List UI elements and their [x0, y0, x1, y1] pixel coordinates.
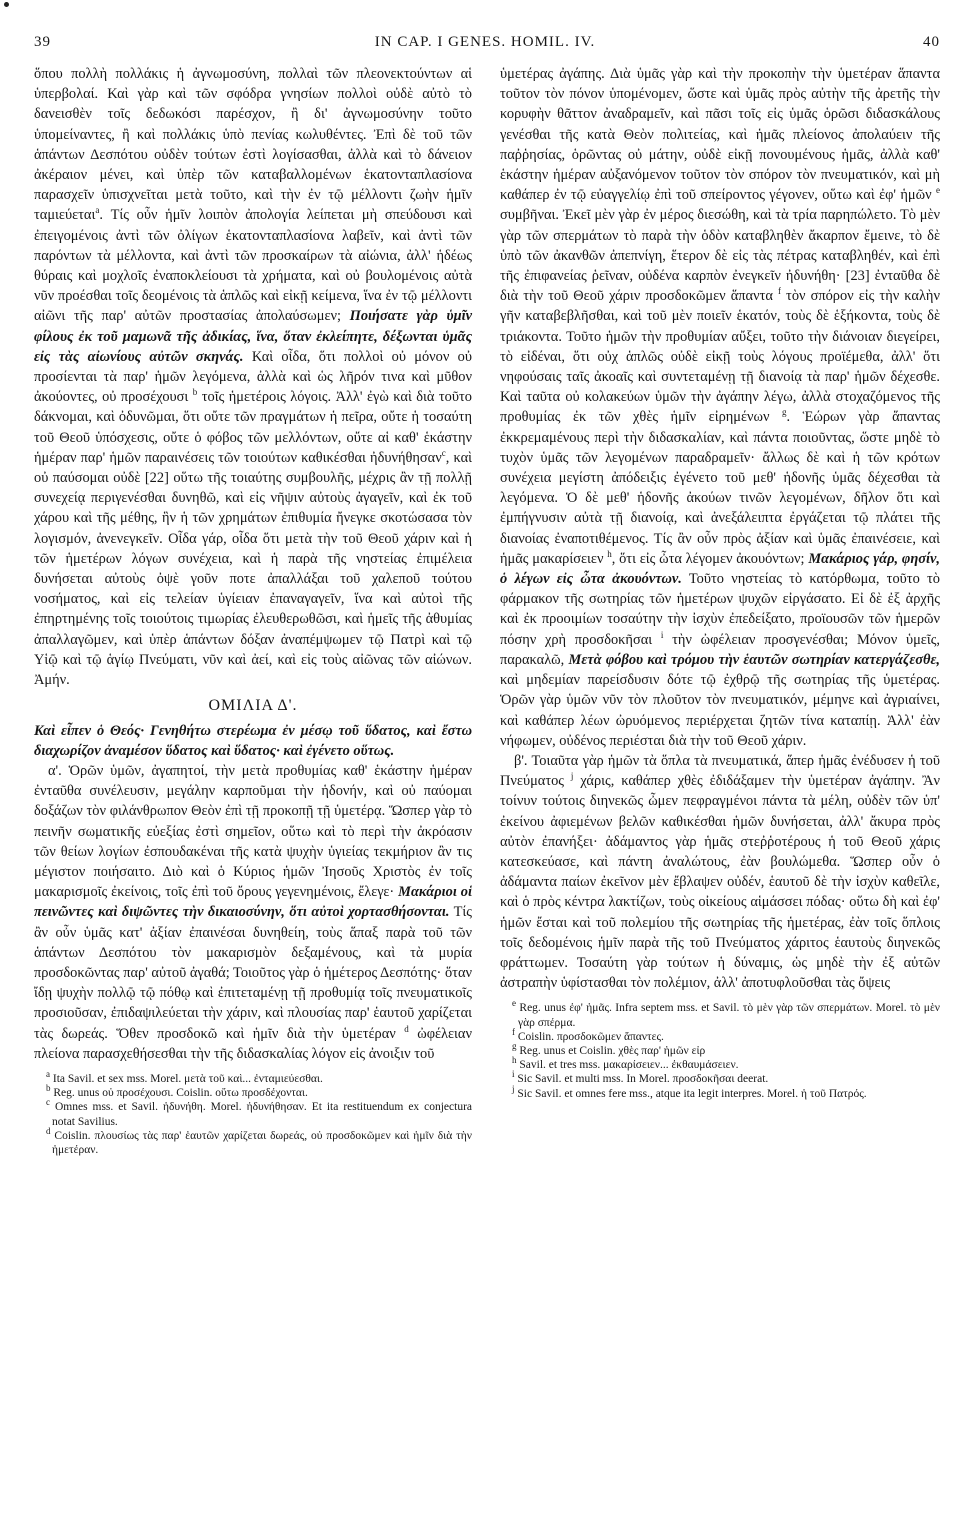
- scripture-quote: Μετὰ φόβου καὶ τρόμου τὴν ἑαυτῶν σωτηρίαν κατεργάζεσθε,: [568, 651, 940, 668]
- left-footnotes: [34, 1069, 473, 1157]
- right-footnotes: [500, 998, 940, 1100]
- homily-verse: Καὶ εἶπεν ὁ Θεός· Γενηθήτω στερέωμα ἐν μέσῳ τοῦ ὕδατος, καὶ ἔστω διαχωρίζον ἀναμέσον ὕδατος καὶ ὕδατος· καὶ ἐγένετο οὕτως.: [34, 722, 472, 759]
- left-column: [34, 64, 472, 1157]
- scripture-quote: Μακάριος γάρ, φησίν, ὁ λέγων εἰς ὦτα ἀκουόντων.: [500, 550, 940, 588]
- footnote-ref-h: h: [607, 549, 612, 560]
- page-header: [30, 34, 940, 56]
- scripture-quote: Ποιήσατε γὰρ ὑμῖν φίλους ἐκ τοῦ μαμωνᾶ τῆς ἀδικίας, ἵνα, ὅταν ἐκλείπητε, δέξωνται ὑμᾶς εἰς τὰς αἰωνίους αὐτῶν σκηνάς.: [34, 308, 472, 365]
- page-number-right: 40: [923, 34, 940, 50]
- footnote: $^a$ Ita Savil. et sex mss. Morel. μετὰ τοῦ καὶ... ἐνταμιεύεσθαι.: [46, 1069, 323, 1085]
- footnote: $^d$ Coislin. πλουσίως τὰς παρ' ἑαυτῶν χαρίζεται δωρεάς, οὐ προσδοκῶμεν καὶ ἡμῖν διὰ τὴν ἡμετέραν.: [46, 1125, 472, 1156]
- left-paragraph-2: α'. Ὁρῶν ὑμῶν, ἀγαπητοί, τὴν μετὰ προθυμίας καθ' ἑκάστην ἡμέραν ἐνταῦθα συνέλευσιν, μεγάλην καρποῦμαι τὴν ἡδονήν, καὶ οὐ παύομαι δοξάζων τὸν φιλάνθρωπον Θεὸν ἐπὶ τῇ προκοπῇ τῇ ὑμετέρᾳ. Ὥσπερ γὰρ τὸ πεινῆν σωματικῆς εὐεξίας ἐστὶ σημεῖον, οὕτω καὶ τὸ περὶ τὴν ἀκρόασιν τῶν θείων λογίων ἐσπουδακέναι τῆς κατὰ ψυχὴν ὑγιείας τεκμήριον ἂν τις μέγιστον ποιήσαιτο. Διὸ καὶ ὁ Κύριος ἡμῶν Ἰησοῦς Χριστὸς ἐν τοῖς μακαρισμοῖς ἐκείνοις, τοῖς ἐπὶ τοῦ ὄρους γεγενημένοις, ἔλεγε· Μακάριοι οἱ πεινῶντες καὶ διψῶντες τὴν δικαιοσύνην, ὅτι αὐτοὶ χορτασθήσονται. Τίς ἂν οὖν ὑμᾶς κατ' ἀξίαν ἐπαινέσαι δυνηθείη, τοὺς ἅπαξ παρὰ τοῦ τῶν ἁπάντων Δεσπότου τὸν μακαρισμὸν δεξαμένους, καὶ τὰ μυρία προσδοκῶντας παρ' αὐτοῦ ἀγαθά; Τοιοῦτος γὰρ ὁ ἡμέτερος Δεσπότης· ὅταν ἴδῃ ψυχὴν πολλῷ τῷ πόθῳ καὶ ἐπιτεταμένῃ τῇ προθυμίᾳ τοῖς πνευματικοῖς προσιοῦσαν, ἐπιδαψιλεύεται τὴν χάριν, καὶ πλουσίας παρ' ἑαυτοῦ χαρίζεται τὰς δωρεάς. Ὅθεν προσδοκῶ καὶ ἡμῖν διὰ τὴν ὑμετέραν $^d$ ὠφέλειαν πλείονα παρασχεθήσεσθαι τὴν τῆς διδασκαλίας λόγον εἰς ἀνοιξιν τοῦ: [34, 762, 472, 1062]
- footnote-ref-i: i: [660, 629, 664, 640]
- footnote-ref-d: d: [404, 1023, 409, 1034]
- footnote: $^c$ Omnes mss. et Savil. ἠδυνήθη. Morel. ἠδυνήθησαν. Et ita restituendum ex conjectura notat Savilius.: [46, 1097, 473, 1128]
- footnote-ref-e: e: [936, 185, 940, 196]
- left-paragraph-1: ὅπου πολλὴ πολλάκις ἡ ἀγνωμοσύνη, πολλαὶ τῶν πλεονεκτούντων αἱ ὑπερβολαί. Καὶ γὰρ καὶ τῶν σφόδρα γνησίων πολλοὶ οὐδὲ αὐτὸ τὸ δανεισθὲν τοῖς δεδωκόσι παρέσχον, ἢ δι' ἀγνωμοσύνην τοῦτο ὑπομείναντες, ἢ καὶ πολλάκις ὑπὸ πενίας κωλυθέντες. Ἐπὶ δὲ τοῦ τῶν ἁπάντων Δεσπότου οὐδὲν τούτων ἐστὶ λογίσασθαι, ἀλλὰ καὶ τὸ δάνειον ἀκέραιον μένει, καὶ ὑπὲρ τῶν καταβαλλομένων ἑκατονταπλασίονα παρασχεῖν ὑπισχνεῖται μετὰ τοῦτο, καὶ τὴν ἐν τῷ μέλλοντι ζωὴν ἡμῖν ταμιεύεται$^a$. Τίς οὖν ἡμῖν λοιπὸν ἀπολογία λείπεται μὴ σπεύδουσι καὶ ἐπειγομένοις ἀντὶ τῶν ὀλίγων ἑκατονταπλασίονα λαβεῖν, καὶ ἀντὶ τῶν παρόντων τὰ μέλλοντα, καὶ ἀντὶ τῶν προσκαίρων τὰ αἰώνια, ἀλλ' ἡδέως θύραις καὶ μοχλοῖς ἐναποκλείουσι τὰ χρήματα, καὶ οὐ βουλομένοις αὐτὰ νῦν προέσθαι τοῖς δεομένοις τὰ ἁπλῶς καὶ εἰκῇ κείμενα, ἵνα ἐν τῷ μέλλοντι αἰῶνι τῆς παρ' αὐτῶν προστασίας ἀπολαύσωμεν; Ποιήσατε γὰρ ὑμῖν φίλους ἐκ τοῦ μαμωνᾶ τῆς ἀδικίας, ἵνα, ὅταν ἐκλείπητε, δέξωνται ὑμᾶς εἰς τὰς αἰωνίους αὐτῶν σκηνάς. Καὶ οἶδα, ὅτι πολλοὶ οὐ μόνον οὐ προσίενται τὰ παρ' ἡμῶν λεγόμενα, ἀλλὰ καὶ ὡς λῆρόν τινα καὶ μῦθον ἀκούοντες, οὐ προσέχουσι $^b$ τοῖς ἡμετέροις λόγοις. Ἀλλ' ἐγὼ καὶ διὰ τοῦτο δάκνομαι, καὶ ὀδυνῶμαι, ὅτι οὔτε τῶν πραγμάτων ἡ πεῖρα, οὔτε ἡ τοσαύτη τοῦ Θεοῦ ὑπόσχεσις, οὔτε ὁ φόβος τῶν μελλόντων, οὔτε αἱ καθ' ἑκάστην ἡμέραν παρ' ἡμῶν παραινέσεις τῶν τοιούτων καθικέσθαι ἠδυνήθησαν$^c$, καὶ οὐ παύσομαι οὐδὲ [22] οὕτω τῆς τοιαύτης συμβουλῆς, μέχρις ἂν τῇ πολλῇ συνεχείᾳ περιγενέσθαι δυνηθῶ, καὶ εἰς νῆψιν αὐτοὺς ἀγαγεῖν, καὶ ἐκ τοῦ χάρου καὶ τῆς μέθης, ἣν ἡ τῶν χρημάτων ἐπιθυμία ἤνεγκε σκοτώσασα τὸν λογισμόν, ἀνενεγκεῖν. Οἶδα γάρ, οἶδα ὅτι μετὰ τὴν τοῦ Θεοῦ χάριν καὶ ἡ τῶν ἡμετέρων λόγων συνέχεια, καὶ ἡ παρὰ τῆς νηστείας ἐπιμέλεια δυνήσεται αὐτοὺς ὀψὲ γοῦν ποτε ἀπαλλάξαι τοῦ χαλεποῦ τούτου νοσήματος, καὶ εἰς τελείαν ὑγίειαν ἐπαναγαγεῖν, ἵνα καὶ αὐτοὶ τῆς ἐπηρτημένης τοῖς τοιούτοις τιμωρίας ἐλευθερωθῶσι, καὶ ἡμεῖς τῆς ἀθυμίας ἀπαλλαγῶμεν, καὶ ὑπὲρ ἁπάντων δόξαν ἀναπέμψωμεν τῷ Πατρὶ καὶ τῷ Υἱῷ καὶ τῷ ἁγίῳ Πνεύματι, νῦν καὶ ἀεί, καὶ εἰς τοὺς αἰῶνας τῶν αἰώνων. Ἀμήν.: [34, 66, 473, 689]
- footnote-ref-a: a: [95, 205, 100, 216]
- footnote-ref-f: f: [777, 286, 781, 297]
- footnote: $^e$ Reg. unus ἐφ' ἡμᾶς. Infra septem mss. et Savil. τὸ μὲν γὰρ τῶν σπερμάτων. Morel. τὸ μὲν γὰρ σπέρμα.: [512, 998, 940, 1029]
- page-number-left: 39: [34, 34, 51, 50]
- running-title: IN CAP. I GENES. HOMIL. IV.: [374, 34, 596, 50]
- footnote: $^b$ Reg. unus οὐ προσέχουσι. Coislin. οὕτω προσδέχονται.: [46, 1083, 308, 1100]
- footnote: $^h$ Savil. et tres mss. μακαρίσειεν... ἐκθαυμάσειεν.: [512, 1055, 739, 1072]
- footnote: $^g$ Reg. unus et Coislin. χθὲς παρ' ἡμῶν εἰρ: [512, 1041, 706, 1057]
- homily-title: ΟΜΙΛΙΑ Δ'.: [208, 697, 298, 715]
- footnote-ref-j: j: [570, 771, 574, 782]
- footnote: $^j$ Sic Savil. et omnes fere mss., atque ita legit interpres. Morel. ἡ τοῦ Πατρός.: [512, 1083, 867, 1100]
- right-column: [500, 64, 940, 1101]
- footnote-ref-g: g: [782, 407, 787, 418]
- right-paragraph-1: ὑμετέρας ἀγάπης. Διὰ ὑμᾶς γὰρ καὶ τὴν προκοπὴν τὴν ὑμετέραν ἅπαντα τοῦτον τὸν πόνον ὑπομένομεν, ὥστε καὶ ὑμᾶς πρὸς αὐτὴν τῆς ἀρετῆς τὴν κορυφὴν θᾶττον ἀναδραμεῖν, καὶ πᾶσι τοῖς εἰς ὑμᾶς ὁρῶσι διδασκάλους γενέσθαι τῆς κατὰ Θεὸν πολιτείας, καὶ ἡμᾶς πλείονος ἀπολαύειν τῆς παῤῥησίας, ὁρῶντας οὐ μάτην, οὐδὲ εἰκῇ πονουμένους ἡμᾶς, ἀλλὰ καθ' ἑκάστην ἡμέραν αὐξανόμενον τοῦτον τὸν σπόρον τὸν πνευματικόν, καὶ μὴ καθάπερ ἐν τῷ εὐαγγελίῳ ἐπὶ τοῦ σπείροντος γέγονεν, οὕτω καὶ ἐφ' ἡμῶν $^e$ συμβῆναι. Ἐκεῖ μὲν γὰρ ἐν μέρος διεσώθη, καὶ τὰ τρία παρηπώλετο. Τὸ μὲν γὰρ τῶν σπερμάτων τὸ παρὰ τὴν ὁδὸν καταβληθὲν ἄκαρπον ἔμεινε, τὸ δὲ ὑπὸ τῶν ἀκανθῶν ἀπεπνίγη, ἕτερον δὲ εἰς τὰς πέτρας καταβληθέν, καὶ ἐπὶ τῆς ἐπιφανείας ῥεῖναν, οὐδένα καρπὸν ἐνεγκεῖν ἠδυνήθη· [23] ἐνταῦθα δὲ διὰ τὴν τοῦ Θεοῦ χάριν προσδοκῶμεν ἅπαντα $^f$ τὸν σπόρον εἰς τὴν καλὴν γῆν καταβεβλῆσθαι, καὶ τοῦ μὲν ποιεῖν ἑκατόν, τοὺς δὲ ἑξήκοντα, τοὺς δὲ τριάκοντα. Τοῦτο ἡμῶν τὴν προθυμίαν αὔξει, τοῦτο τὴν διάνοιαν διεγείρει, τὸ εἰδέναι, ὅτι οὐχ ἁπλῶς οὐδὲ εἰκῇ τοὺς λόγους προϊέμεθα, ἀλλ' ὅτι νηφούσαις ταῖς ἀκοαῖς καὶ συντεταμένῃ τῇ διανοίᾳ τὰ παρ' ἡμῶν δέχεσθε. Καὶ ταῦτα οὐ κολακεύων ὑμῶν τὴν ἀγάπην λέγω, ἀλλὰ στοχαζόμενος τῆς προθυμίας ἐκ τῶν χθὲς ἡμῖν εἰρημένων $^g$. Ἑώρων γὰρ ἅπαντας ἐκκρεμαμένους περὶ τὴν διδασκαλίαν, καὶ πάντα ποιοῦντας, ὥστε μηδὲ τὸ τυχὸν ὑμᾶς τῶν λεγομένων παραδραμεῖν· ἄλλως δὲ καὶ ἡ τῶν κρότων συνέχεια μεγίστη ἀπόδειξις ἐγένετο τοῦ μεθ' ἡδονῆς ὑμᾶς δέχεσθαι τὰ λεγόμενα. Ὁ δὲ μεθ' ἡδονῆς ἀκούων τινῶν λεγομένων, δῆλον ὅτι καὶ ἐμπήγνυσιν αὐτὰ τῇ διανοίᾳ, καὶ ἀνεξάλειπτα ἐργάζεται τῷ πλάτει τῆς διανοίας ἐναποτιθέμενος. Τίς ἂν οὖν πρὸς ἀξίαν καὶ ὑμᾶς ἐπαινέσειε, καὶ ἡμᾶς μακαρίσειεν $^h$, ὅτι εἰς ὦτα λέγομεν ἀκουόντων; Μακάριος γάρ, φησίν, ὁ λέγων εἰς ὦτα ἀκουόντων. Τοῦτο νηστείας τὸ κατόρθωμα, τοῦτο τὸ φάρμακον τῆς σωτηρίας τῶν ἡμετέρων ψυχῶν εἰργάσατο. Εἰ δὲ ἐξ ἀρχῆς καὶ ἐκ προοιμίων τοσαύτην τὴν ἰσχὺν ἐπεδείξατο, προϊουσῶν τῶν ἡμερῶν πόσην χρὴ προσδοκῆσαι $^i$ τὴν ὠφέλειαν προσγενέσθαι; Μόνον ὑμεῖς, παρακαλῶ, Μετὰ φόβου καὶ τρόμου τὴν ἑαυτῶν σωτηρίαν κατεργάζεσθε, καὶ μηδεμίαν παρείσδυσιν δότε τῷ ἐχθρῷ τῆς σωτηρίας τῆς ὑμετέρας. Ὁρῶν γὰρ ὑμῶν νῦν τὸν πλοῦτον τὸν πνευματικόν, μέμηνε καὶ ἀγριαίνει, καὶ καθάπερ λέων ὠρυόμενος περιέρχεται ζητῶν τίνα καταπίῃ. Ἀλλ' ἐὰν νήφωμεν, οὐδένος περιέσται διὰ τὴν τοῦ Θεοῦ χάριν.: [500, 66, 940, 749]
- footnote: $^i$ Sic Savil. et multi mss. In Morel. προσδοκῆσαι deerat.: [512, 1069, 769, 1086]
- footnote-ref-b: b: [192, 387, 198, 398]
- beatitude-quote: Μακάριοι οἱ πεινῶντες καὶ διψῶντες τὴν δικαιοσύνην, ὅτι αὐτοὶ χορτασθήσονται.: [34, 884, 472, 921]
- footnote: $^f$ Coislin. προσδοκῶμεν ἅπαντες.: [512, 1026, 664, 1043]
- right-paragraph-2: β'. Τοιαῦτα γὰρ ἡμῶν τὰ ὅπλα τὰ πνευματικά, ἅπερ ἡμᾶς ἐνέδυσεν ἡ τοῦ Πνεύματος $^j$ χάρις, καθάπερ χθὲς ἐδιδάξαμεν τὴν ὑμετέραν ἀγάπην. Ἂν τοίνυν τούτοις διηνεκῶς ὦμεν πεφραγμένοι πάντα τὰ μέλη, οὐδὲν τῶν ὑπ' ἐκείνου ἀφιεμένων βελῶν καθικέσθαι ἡμῶν δυνήσεται, ἀλλ' ἄκυρα πρὸς αὐτὸν ἐπανήξει· ἀδάμαντος γὰρ ἡμᾶς στεῤῥοτέρους ἡ τοῦ Θεοῦ χάρις κατεσκεύασε, καὶ πάντη ἀναλώτους, ἐὰν βουλώμεθα. Ὥσπερ οὖν ὁ ἀδάμαντα παίων ἐκεῖνον μὲν ἔβλαψεν οὐδέν, ἑαυτοῦ δὲ τὴν ἰσχὺν καθεῖλε, καὶ ὁ πρὸς κέντρα λακτίζων, τοὺς οἰκείους αἱμάσσει πόδας· οὕτω δὴ καὶ ἐφ' ἡμῶν ἔσται καὶ τοῦ πολεμίου τῆς σωτηρίας τῆς ἡμετέρας, ἐὰν τοῖς ὅπλοις τοῖς δεδομένοις ἡμῖν παρὰ τῆς τοῦ Πνεύματος χάριτος ἑαυτοὺς διηνεκῶς φράττωμεν. Τοσαύτη γὰρ τούτων ἡ δύναμις, ὡς μηδὲ τὴν ἐξ αὐτῶν ἀστραπὴν ὑφίστασθαι τὸν πολέμιον, ἀλλ' ἀποτυφλοῦσθαι τὰς ὄψεις: [500, 752, 940, 992]
- footnote-ref-c: c: [441, 448, 446, 459]
- scan-mark: [4, 2, 9, 7]
